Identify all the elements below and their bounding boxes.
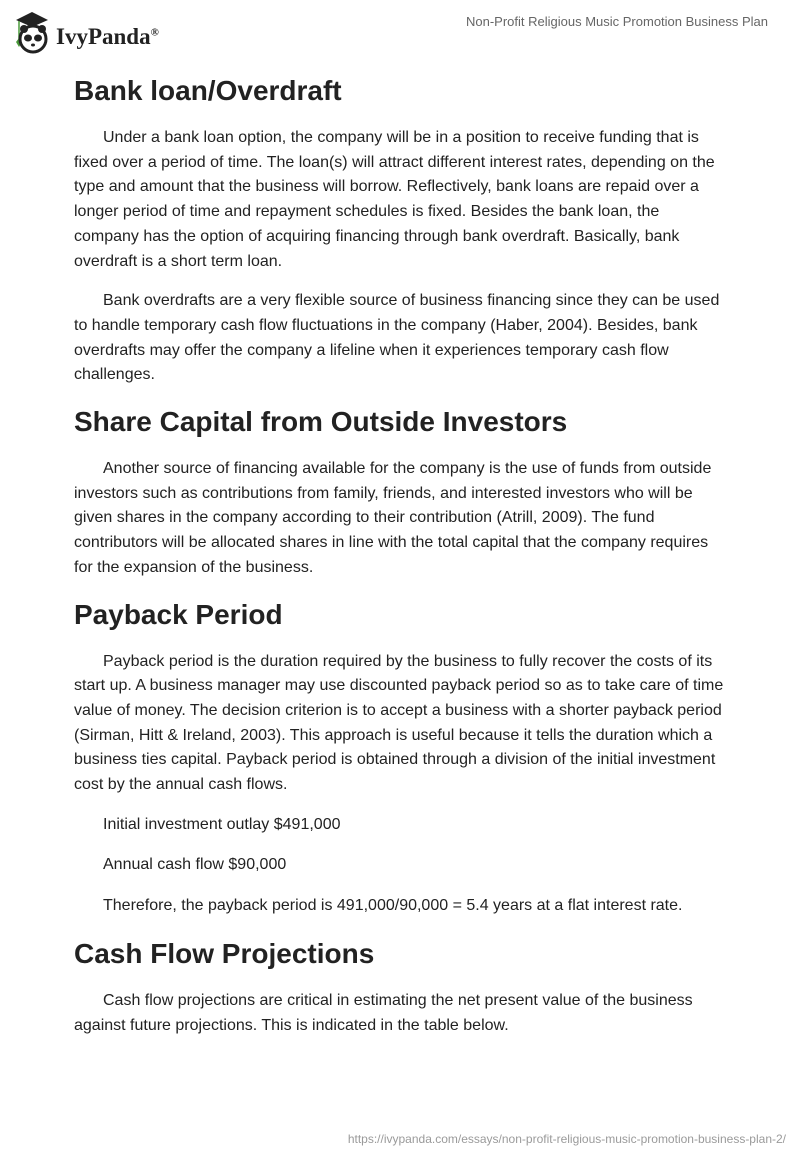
brand-name: IvyPanda® bbox=[56, 24, 159, 49]
panda-graduate-icon bbox=[12, 8, 52, 58]
paragraph: Another source of financing available for the company is the use of funds from outside investors such as contributions from family, friends, and interested investors who will be given shares in the company according to their contribution (Atrill, 2009). The fund contributors will be allocated shares in line with the total capital that the company requires for the expansion of the business. bbox=[74, 460, 712, 576]
paragraph: Under a bank loan option, the company will be in a position to receive funding that is fixed over a period of time. The loan(s) will attract different interest rates, depending on the type and amount that the business will borrow. Reflectively, bank loans are repaid over a longer period of time and repayment schedules is fixed. Besides the bank loan, the company has the option of acquiring financing through bank overdraft. Basically, bank overdraft is a short term loan. bbox=[74, 129, 715, 270]
page-header bbox=[0, 0, 800, 60]
section-heading: Share Capital from Outside Investors bbox=[74, 406, 568, 438]
document-title: Non-Profit Religious Music Promotion Business Plan bbox=[465, 14, 768, 29]
payback-result-line: Therefore, the payback period is 491,000/90,000 = 5.4 years at a flat interest rate. bbox=[103, 897, 683, 915]
essay-content bbox=[74, 72, 728, 1053]
section-heading: Payback Period bbox=[74, 598, 283, 630]
section-heading: Cash Flow Projections bbox=[74, 937, 375, 969]
initial-investment-line: Initial investment outlay $491,000 bbox=[103, 815, 341, 833]
section-payback-period bbox=[74, 596, 728, 919]
annual-cash-flow-line: Annual cash flow $90,000 bbox=[103, 856, 287, 874]
section-bank-loan bbox=[74, 72, 728, 388]
ivypanda-logo[interactable] bbox=[12, 8, 159, 58]
paragraph: Cash flow projections are critical in estimating the net present value of the business against future projections. This is indicated in the table below. bbox=[74, 991, 693, 1034]
source-url[interactable]: https://ivypanda.com/essays/non-profit-religious-music-promotion-business-plan-2/ bbox=[347, 1132, 786, 1146]
section-share-capital bbox=[74, 403, 728, 581]
paragraph: Payback period is the duration required by the business to fully recover the costs of its start up. A business manager may use discounted payback period so as to take care of time value of money. The decision criterion is to accept a business with a shorter payback period (Sirman, Hitt & Ireland, 2003). This approach is useful because it tells the duration which a business ties capital. Payback period is obtained through a division of the initial investment cost by the annual cash flows. bbox=[74, 652, 724, 794]
section-cash-flow-projections bbox=[74, 935, 728, 1038]
section-heading: Bank loan/Overdraft bbox=[74, 75, 342, 106]
paragraph: Bank overdrafts are a very flexible source of business financing since they can be used to handle temporary cash flow fluctuations in the company (Haber, 2004). Besides, bank overdrafts may offer the company a lifeline when it experiences temporary cash flow challenges. bbox=[74, 292, 720, 384]
